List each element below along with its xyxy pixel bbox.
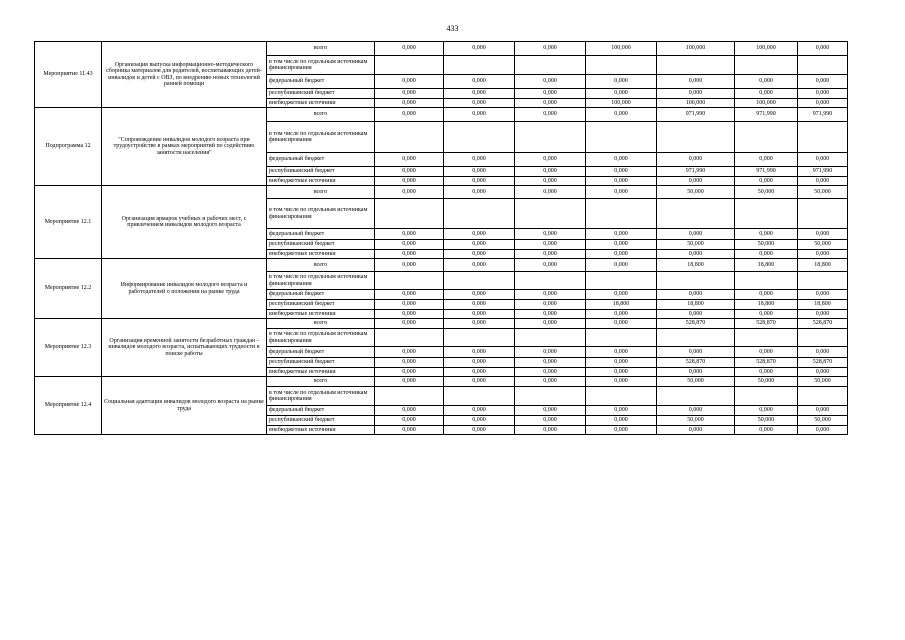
funding-source-cell: федеральный бюджет — [267, 290, 375, 300]
funding-source-cell: федеральный бюджет — [267, 229, 375, 240]
amount-cell: 0,000 — [515, 377, 586, 387]
amount-cell: 0,000 — [444, 259, 515, 272]
amount-cell — [515, 272, 586, 290]
amount-cell: 18,800 — [735, 300, 798, 310]
funding-source-cell: всего — [267, 42, 375, 56]
amount-cell — [444, 56, 515, 75]
amount-cell — [444, 387, 515, 406]
amount-cell: 0,000 — [798, 250, 848, 259]
amount-cell: 0,000 — [798, 42, 848, 56]
amount-cell: 0,000 — [444, 310, 515, 319]
amount-cell — [798, 56, 848, 75]
amount-cell: 0,000 — [375, 108, 444, 122]
amount-cell: 0,000 — [375, 290, 444, 300]
amount-cell: 0,000 — [375, 300, 444, 310]
amount-cell — [586, 199, 657, 229]
amount-cell: 0,000 — [798, 368, 848, 377]
amount-cell: 0,000 — [375, 99, 444, 108]
amount-cell: 0,000 — [586, 75, 657, 89]
amount-cell: 50,000 — [657, 377, 735, 387]
table-row — [35, 42, 848, 56]
amount-cell: 971,990 — [657, 108, 735, 122]
amount-cell: 0,000 — [515, 347, 586, 358]
amount-cell: 18,800 — [798, 300, 848, 310]
amount-cell — [375, 122, 444, 153]
amount-cell: 18,800 — [657, 300, 735, 310]
amount-cell: 0,000 — [798, 406, 848, 416]
amount-cell: 0,000 — [735, 406, 798, 416]
amount-cell: 0,000 — [375, 167, 444, 177]
amount-cell: 0,000 — [586, 153, 657, 167]
amount-cell: 0,000 — [375, 229, 444, 240]
amount-cell — [657, 122, 735, 153]
amount-cell — [515, 56, 586, 75]
amount-cell: 0,000 — [444, 300, 515, 310]
amount-cell: 0,000 — [444, 368, 515, 377]
amount-cell: 0,000 — [657, 347, 735, 358]
amount-cell: 0,000 — [586, 406, 657, 416]
funding-source-cell: в том числе по отдельным источникам финансирования — [267, 272, 375, 290]
amount-cell: 0,000 — [515, 319, 586, 329]
amount-cell: 0,000 — [798, 290, 848, 300]
amount-cell: 0,000 — [375, 426, 444, 435]
amount-cell: 0,000 — [586, 426, 657, 435]
amount-cell: 0,000 — [444, 406, 515, 416]
amount-cell: 0,000 — [735, 177, 798, 186]
amount-cell: 0,000 — [375, 377, 444, 387]
amount-cell: 0,000 — [375, 240, 444, 250]
amount-cell: 0,000 — [586, 290, 657, 300]
funding-source-cell: внебюджетные источники — [267, 99, 375, 108]
amount-cell: 0,000 — [586, 240, 657, 250]
amount-cell: 0,000 — [657, 310, 735, 319]
funding-source-cell: в том числе по отдельным источникам финансирования — [267, 199, 375, 229]
amount-cell — [586, 56, 657, 75]
amount-cell: 50,000 — [735, 416, 798, 426]
amount-cell: 50,000 — [735, 377, 798, 387]
amount-cell: 100,000 — [735, 99, 798, 108]
amount-cell — [798, 272, 848, 290]
amount-cell: 971,990 — [657, 167, 735, 177]
amount-cell: 100,000 — [586, 42, 657, 56]
amount-cell: 0,000 — [735, 368, 798, 377]
amount-cell: 18,800 — [586, 300, 657, 310]
amount-cell — [798, 199, 848, 229]
amount-cell: 0,000 — [586, 416, 657, 426]
amount-cell — [798, 387, 848, 406]
amount-cell — [735, 56, 798, 75]
amount-cell: 0,000 — [515, 406, 586, 416]
amount-cell: 0,000 — [515, 153, 586, 167]
amount-cell: 100,000 — [657, 42, 735, 56]
amount-cell: 0,000 — [444, 416, 515, 426]
amount-cell: 0,000 — [586, 177, 657, 186]
amount-cell: 0,000 — [444, 42, 515, 56]
amount-cell: 0,000 — [444, 377, 515, 387]
amount-cell: 0,000 — [375, 368, 444, 377]
funding-source-cell: внебюджетные источники — [267, 426, 375, 435]
amount-cell: 50,000 — [735, 240, 798, 250]
amount-cell: 100,000 — [735, 42, 798, 56]
amount-cell: 0,000 — [798, 229, 848, 240]
funding-source-cell: в том числе по отдельным источникам финансирования — [267, 122, 375, 153]
amount-cell: 0,000 — [657, 75, 735, 89]
amount-cell: 528,870 — [657, 319, 735, 329]
amount-cell: 0,000 — [375, 406, 444, 416]
amount-cell — [375, 199, 444, 229]
amount-cell: 0,000 — [735, 347, 798, 358]
amount-cell: 0,000 — [515, 89, 586, 99]
amount-cell — [586, 272, 657, 290]
funding-source-cell: федеральный бюджет — [267, 347, 375, 358]
amount-cell: 0,000 — [586, 186, 657, 199]
amount-cell: 18,800 — [798, 259, 848, 272]
amount-cell — [515, 122, 586, 153]
amount-cell: 0,000 — [515, 240, 586, 250]
amount-cell: 0,000 — [515, 416, 586, 426]
amount-cell: 0,000 — [515, 75, 586, 89]
amount-cell — [735, 329, 798, 347]
amount-cell: 0,000 — [375, 319, 444, 329]
amount-cell: 0,000 — [444, 167, 515, 177]
event-code-cell: Мероприятие 11.43 — [35, 42, 102, 108]
amount-cell: 0,000 — [444, 75, 515, 89]
amount-cell: 971,990 — [798, 167, 848, 177]
amount-cell — [657, 272, 735, 290]
amount-cell: 0,000 — [586, 310, 657, 319]
amount-cell: 18,800 — [657, 259, 735, 272]
amount-cell — [657, 56, 735, 75]
amount-cell: 0,000 — [375, 250, 444, 259]
amount-cell: 0,000 — [444, 290, 515, 300]
amount-cell: 0,000 — [657, 368, 735, 377]
table-row — [35, 108, 848, 122]
funding-source-cell: внебюджетные источники — [267, 310, 375, 319]
event-code-cell: Подпрограмма 12 — [35, 108, 102, 186]
amount-cell: 0,000 — [515, 368, 586, 377]
amount-cell: 0,000 — [798, 347, 848, 358]
amount-cell: 0,000 — [798, 89, 848, 99]
amount-cell: 0,000 — [657, 153, 735, 167]
amount-cell — [375, 329, 444, 347]
amount-cell: 0,000 — [586, 108, 657, 122]
amount-cell: 100,000 — [586, 99, 657, 108]
amount-cell: 50,000 — [657, 240, 735, 250]
amount-cell: 0,000 — [586, 250, 657, 259]
amount-cell: 0,000 — [586, 89, 657, 99]
amount-cell: 0,000 — [798, 75, 848, 89]
amount-cell: 971,990 — [735, 167, 798, 177]
amount-cell — [586, 122, 657, 153]
amount-cell: 0,000 — [515, 259, 586, 272]
amount-cell: 0,000 — [444, 153, 515, 167]
amount-cell: 0,000 — [444, 99, 515, 108]
amount-cell: 0,000 — [375, 358, 444, 368]
amount-cell: 0,000 — [657, 89, 735, 99]
amount-cell — [444, 199, 515, 229]
amount-cell: 0,000 — [444, 108, 515, 122]
amount-cell — [735, 272, 798, 290]
amount-cell: 0,000 — [657, 406, 735, 416]
amount-cell: 0,000 — [375, 259, 444, 272]
amount-cell: 0,000 — [798, 426, 848, 435]
amount-cell: 0,000 — [375, 416, 444, 426]
amount-cell: 0,000 — [735, 153, 798, 167]
amount-cell: 0,000 — [515, 426, 586, 435]
amount-cell: 50,000 — [798, 377, 848, 387]
amount-cell — [375, 387, 444, 406]
amount-cell: 0,000 — [444, 240, 515, 250]
amount-cell: 0,000 — [444, 89, 515, 99]
amount-cell: 0,000 — [657, 177, 735, 186]
amount-cell — [657, 329, 735, 347]
amount-cell: 0,000 — [586, 377, 657, 387]
amount-cell — [735, 122, 798, 153]
amount-cell — [444, 122, 515, 153]
amount-cell: 0,000 — [515, 358, 586, 368]
amount-cell: 0,000 — [515, 310, 586, 319]
amount-cell: 0,000 — [515, 186, 586, 199]
amount-cell — [444, 329, 515, 347]
amount-cell — [657, 387, 735, 406]
amount-cell: 0,000 — [515, 99, 586, 108]
amount-cell: 528,870 — [798, 319, 848, 329]
amount-cell — [444, 272, 515, 290]
event-code-cell: Мероприятие 12.4 — [35, 377, 102, 435]
event-code-cell: Мероприятие 12.3 — [35, 319, 102, 377]
amount-cell: 0,000 — [444, 347, 515, 358]
amount-cell: 0,000 — [444, 319, 515, 329]
funding-source-cell: федеральный бюджет — [267, 406, 375, 416]
event-name-cell: Организация выпуска информационно-методического сборника материалов для родителей, воспитывающих детей-инвалидов и детей с ОВЗ, по внедрению новых технологий ранней помощи — [102, 42, 267, 108]
amount-cell — [735, 199, 798, 229]
amount-cell: 0,000 — [798, 310, 848, 319]
amount-cell — [798, 329, 848, 347]
amount-cell: 0,000 — [735, 89, 798, 99]
amount-cell — [798, 122, 848, 153]
amount-cell: 0,000 — [586, 259, 657, 272]
funding-source-cell: республиканский бюджет — [267, 240, 375, 250]
amount-cell: 0,000 — [444, 186, 515, 199]
funding-source-cell: внебюджетные источники — [267, 250, 375, 259]
table-row — [35, 319, 848, 329]
funding-source-cell: всего — [267, 377, 375, 387]
amount-cell: 971,990 — [735, 108, 798, 122]
funding-source-cell: федеральный бюджет — [267, 75, 375, 89]
amount-cell: 0,000 — [444, 250, 515, 259]
amount-cell: 0,000 — [735, 310, 798, 319]
amount-cell: 528,870 — [735, 358, 798, 368]
funding-source-cell: всего — [267, 186, 375, 199]
amount-cell: 0,000 — [735, 229, 798, 240]
amount-cell: 0,000 — [657, 290, 735, 300]
amount-cell — [657, 199, 735, 229]
amount-cell: 0,000 — [444, 358, 515, 368]
amount-cell — [515, 329, 586, 347]
amount-cell — [586, 329, 657, 347]
amount-cell: 528,870 — [735, 319, 798, 329]
amount-cell: 971,990 — [798, 108, 848, 122]
amount-cell: 0,000 — [515, 229, 586, 240]
amount-cell: 100,000 — [657, 99, 735, 108]
amount-cell: 0,000 — [375, 42, 444, 56]
funding-source-cell: всего — [267, 259, 375, 272]
amount-cell — [375, 56, 444, 75]
budget-table — [34, 41, 848, 435]
amount-cell: 50,000 — [798, 240, 848, 250]
amount-cell: 18,800 — [735, 259, 798, 272]
amount-cell: 0,000 — [444, 426, 515, 435]
amount-cell: 0,000 — [375, 347, 444, 358]
funding-source-cell: всего — [267, 319, 375, 329]
amount-cell: 0,000 — [657, 229, 735, 240]
amount-cell: 50,000 — [798, 186, 848, 199]
amount-cell — [515, 199, 586, 229]
amount-cell: 0,000 — [586, 319, 657, 329]
amount-cell — [586, 387, 657, 406]
amount-cell: 0,000 — [375, 310, 444, 319]
event-name-cell: Организация ярмарок учебных и рабочих мест, с привлечением инвалидов молодого возраста — [102, 186, 267, 259]
funding-source-cell: республиканский бюджет — [267, 300, 375, 310]
amount-cell: 0,000 — [586, 167, 657, 177]
event-name-cell: Социальная адаптация инвалидов молодого возраста на рынке труда — [102, 377, 267, 435]
amount-cell: 0,000 — [735, 250, 798, 259]
amount-cell: 0,000 — [444, 229, 515, 240]
amount-cell: 0,000 — [444, 177, 515, 186]
amount-cell: 50,000 — [657, 416, 735, 426]
event-name-cell: "Сопровождение инвалидов молодого возраста при трудоустройстве в рамках мероприятий по содействию занятости населения" — [102, 108, 267, 186]
amount-cell: 0,000 — [375, 89, 444, 99]
amount-cell: 0,000 — [375, 186, 444, 199]
amount-cell: 0,000 — [735, 290, 798, 300]
amount-cell: 0,000 — [515, 167, 586, 177]
amount-cell: 0,000 — [586, 347, 657, 358]
event-code-cell: Мероприятие 12.2 — [35, 259, 102, 319]
table-row — [35, 259, 848, 272]
amount-cell — [735, 387, 798, 406]
funding-source-cell: республиканский бюджет — [267, 89, 375, 99]
amount-cell: 0,000 — [657, 426, 735, 435]
funding-source-cell: в том числе по отдельным источникам финансирования — [267, 329, 375, 347]
amount-cell — [515, 387, 586, 406]
amount-cell: 0,000 — [586, 229, 657, 240]
funding-source-cell: республиканский бюджет — [267, 416, 375, 426]
amount-cell: 50,000 — [735, 186, 798, 199]
amount-cell: 528,870 — [798, 358, 848, 368]
amount-cell: 0,000 — [798, 153, 848, 167]
amount-cell: 50,000 — [798, 416, 848, 426]
amount-cell: 0,000 — [586, 368, 657, 377]
amount-cell: 0,000 — [735, 75, 798, 89]
event-name-cell: Информирование инвалидов молодого возраста и работодателей о положении на рынке труда — [102, 259, 267, 319]
amount-cell: 0,000 — [515, 290, 586, 300]
funding-source-cell: в том числе по отдельным источникам финансирования — [267, 387, 375, 406]
amount-cell: 0,000 — [657, 250, 735, 259]
amount-cell: 0,000 — [515, 108, 586, 122]
funding-source-cell: в том числе по отдельным источникам финансирования — [267, 56, 375, 75]
funding-source-cell: всего — [267, 108, 375, 122]
funding-source-cell: внебюджетные источники — [267, 177, 375, 186]
amount-cell: 0,000 — [515, 300, 586, 310]
amount-cell: 0,000 — [798, 99, 848, 108]
amount-cell: 0,000 — [375, 75, 444, 89]
funding-source-cell: внебюджетные источники — [267, 368, 375, 377]
funding-source-cell: республиканский бюджет — [267, 167, 375, 177]
amount-cell: 50,000 — [657, 186, 735, 199]
amount-cell: 0,000 — [515, 42, 586, 56]
amount-cell — [375, 272, 444, 290]
amount-cell: 528,870 — [657, 358, 735, 368]
page-number: 433 — [446, 24, 459, 33]
amount-cell: 0,000 — [798, 177, 848, 186]
event-name-cell: Организация временной занятости безработных граждан - инвалидов молодого возраста, испытывающих трудности в поиске работы — [102, 319, 267, 377]
funding-source-cell: республиканский бюджет — [267, 358, 375, 368]
amount-cell: 0,000 — [586, 358, 657, 368]
amount-cell: 0,000 — [515, 250, 586, 259]
table-row — [35, 377, 848, 387]
table-row — [35, 186, 848, 199]
amount-cell: 0,000 — [375, 177, 444, 186]
amount-cell: 0,000 — [375, 153, 444, 167]
amount-cell: 0,000 — [735, 426, 798, 435]
amount-cell: 0,000 — [515, 177, 586, 186]
funding-source-cell: федеральный бюджет — [267, 153, 375, 167]
event-code-cell: Мероприятие 12.1 — [35, 186, 102, 259]
